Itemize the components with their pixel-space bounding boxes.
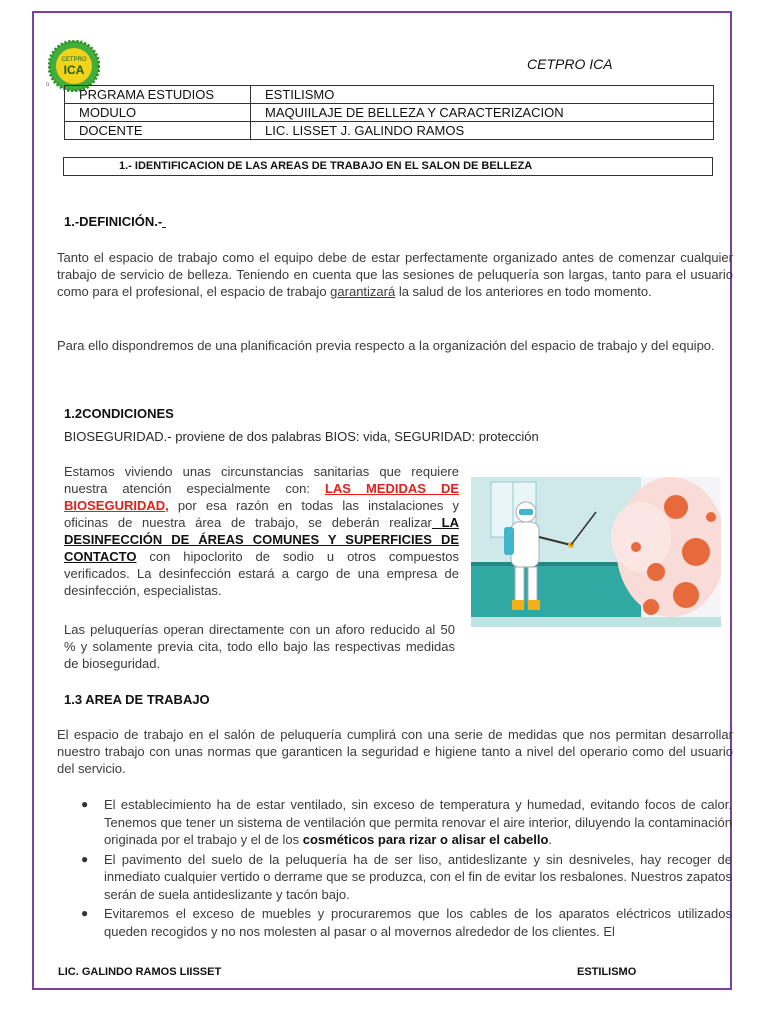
paragraph-planificacion: Para ello dispondremos de una planificación previa respecto a la organización del espacio de trabajo y del equipo. [57,338,715,353]
section-heading-definicion: 1.-DEFINICIÓN.- [64,214,163,229]
svg-text:CETPRO: CETPRO [61,57,87,63]
topic-title: 1.- IDENTIFICACION DE LAS AREAS DE TRABAJO EN EL SALON DE BELLEZA [63,157,713,176]
svg-text:ICA: ICA [63,63,85,77]
info-table [64,85,714,140]
requirements-list [64,796,732,942]
section-heading-condiciones: 1.2CONDICIONES [64,406,174,421]
list-item: ● Evitaremos el exceso de muebles y procuraremos que los cables de los aparatos eléctricos utilizados queden recogidos y no nos molesten al pasar o al movernos alrededor de los clientes. El [81,906,732,939]
info-value: LIC. LISSET J. GALINDO RAMOS [251,122,714,140]
paragraph-definicion: Tanto el espacio de trabajo como el equipo debe de estar perfectamente organizado antes de comenzar cualquier trabajo de servicio de belleza. Teniendo en cuenta que las sesiones de peluquería son largas, tanto para el usuario como para el profesional, el espacio de trabajo garantizará la salud de los anteriores en todo momento. [57,250,733,299]
table-row [65,122,714,140]
table-row [65,104,714,122]
section-heading-area-trabajo: 1.3 AREA DE TRABAJO [64,692,210,707]
bioseguridad-definition: BIOSEGURIDAD.- proviene de dos palabras BIOS: vida, SEGURIDAD: protección [64,429,539,444]
paragraph-aforo: Las peluquerías operan directamente con un aforo reducido al 50 % y solamente previa cita, todo ello bajo las respectivas medidas de bioseguridad. [64,622,455,671]
disinfection-illustration [471,477,721,627]
info-value: MAQUIILAJE DE BELLEZA Y CARACTERIZACION [251,104,714,122]
info-label: MODULO [65,104,251,122]
info-label: PRGRAMA ESTUDIOS [65,86,251,104]
info-label: DOCENTE [65,122,251,140]
paragraph-area-trabajo: El espacio de trabajo en el salón de peluquería cumplirá con una serie de medidas que nos permitan desarrollar nuestro trabajo con unas normas que garanticen la seguridad e higiene tanto a nivel del operario como del usuario del servicio. [57,727,733,776]
organization-name: CETPRO ICA [527,56,613,72]
footer-author: LIC. GALINDO RAMOS LIISSET [58,966,222,978]
list-item: ● El establecimiento ha de estar ventilado, sin exceso de temperatura y humedad, evitando focos de calor. Tenemos que tener un sistema de ventilación que permita renovar el aire interior, diluyendo la contaminación originada por el trabajo y el de los cosméticos para rizar o alisar el cabello. [81,797,732,847]
small-mark: o [46,82,50,88]
paragraph-bioseguridad: Estamos viviendo unas circunstancias sanitarias que requiere nuestra atención especialmente con: LAS MEDIDAS DE BIOSEGURIDAD, por esa razón en todas las instalaciones y oficinas de nuestra área de trabajo, se deberán realizar LA DESINFECCIÓN DE ÁREAS COMUNES Y SUPERFICIES DE CONTACTO con hipoclorito de sodio u otros compuestos verificados. La desinfección estará a cargo de una empresa de desinfección, especialistas. [64,464,460,598]
table-row [65,86,714,104]
footer-program: ESTILISMO [577,966,637,978]
info-value: ESTILISMO [251,86,714,104]
list-item: ● El pavimento del suelo de la peluquería ha de ser liso, antideslizante y sin desniveles, hay recoger de inmediato cualquier vertido o derrame que se produzca, con el fin de evitar los resbalones. Nuestros zapatos serán de suela antideslizante y tacón bajo. [81,851,732,902]
